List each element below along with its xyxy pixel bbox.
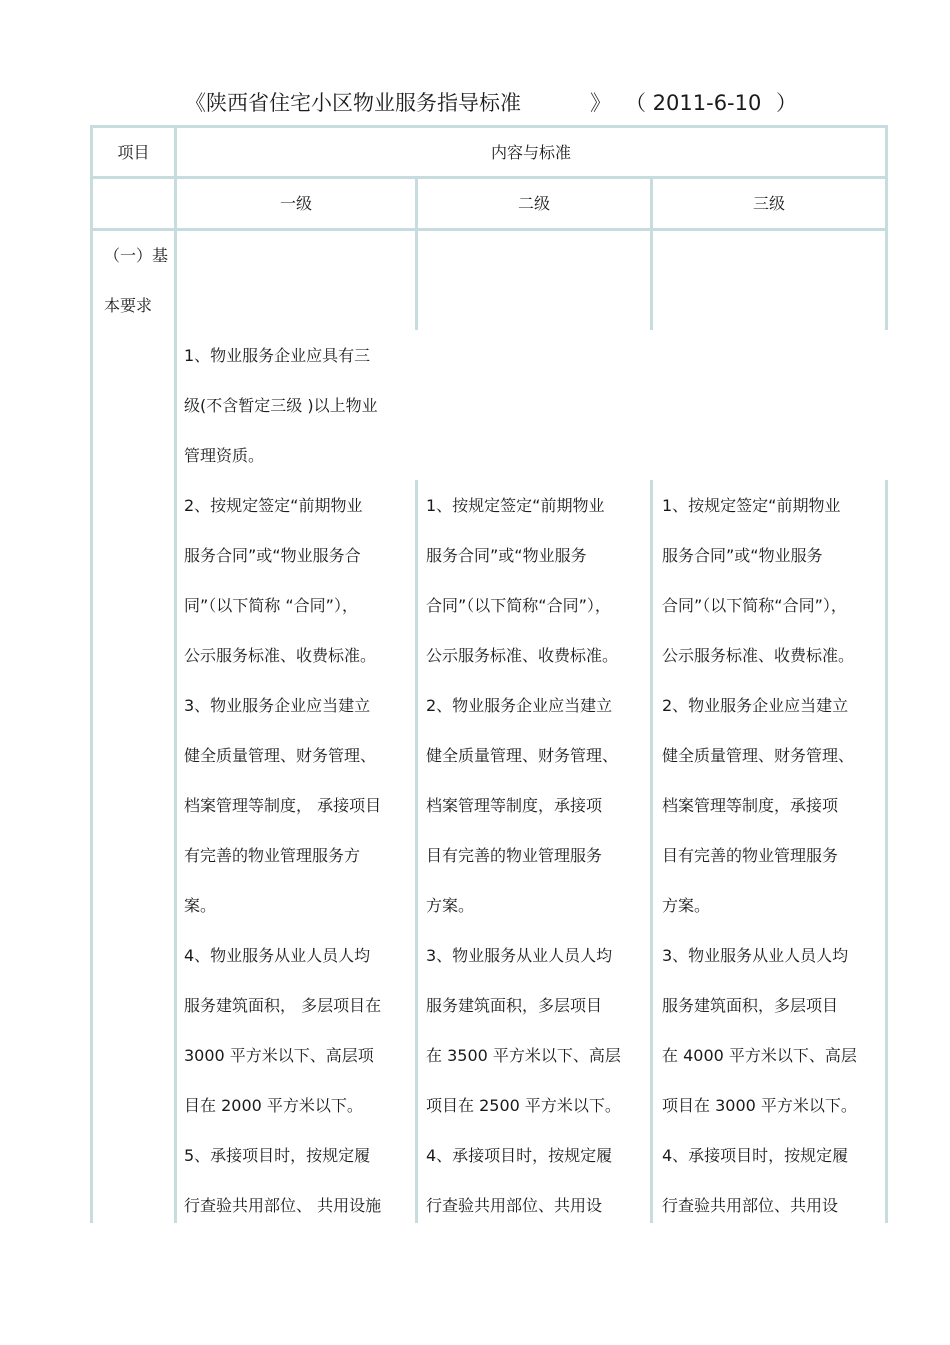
table-rule-right-top: [885, 125, 888, 330]
title-part-1: 《陕西省住宅小区物业服务指导标准: [185, 91, 521, 115]
header-project: 项目: [117, 143, 150, 162]
text-line: 方案。: [426, 896, 475, 915]
header-content: 内容与标准: [490, 143, 571, 162]
text-line: 2、按规定签定“前期物业: [184, 496, 363, 515]
text-line: 3000 平方米以下、高层项: [184, 1046, 374, 1065]
text-line: 合同”（以下简称“合同”），: [426, 596, 611, 615]
text-line: 行查验共用部位、 共用设施: [184, 1196, 382, 1215]
text-line: 3、物业服务企业应当建立: [184, 696, 371, 715]
text-line: 行查验共用部位、共用设: [662, 1196, 839, 1215]
header-level-3: 三级: [752, 194, 785, 213]
text-line: 5、承接项目时，按规定履: [184, 1146, 371, 1165]
text-line: 目有完善的物业管理服务: [662, 846, 839, 865]
text-line: 行查验共用部位、共用设: [426, 1196, 603, 1215]
text-line: 1、按规定签定“前期物业: [662, 496, 841, 515]
text-line: 服务合同”或“物业服务: [426, 546, 587, 565]
title-part-4: ）: [776, 91, 797, 115]
text-line: 健全质量管理、财务管理、: [426, 746, 619, 765]
text-line: 同”（以下简称 “合同”），: [184, 596, 358, 615]
text-line: 公示服务标准、收费标准。: [662, 646, 855, 665]
text-line: 在 3500 平方米以下、高层: [426, 1046, 621, 1065]
header-level-2: 二级: [517, 194, 550, 213]
text-line: 方案。: [662, 896, 711, 915]
level-3-content: [662, 481, 857, 1231]
text-line: 4、承接项目时，按规定履: [662, 1146, 849, 1165]
header-level-1: 一级: [279, 194, 312, 213]
text-line: 3、物业服务从业人员人均: [426, 946, 613, 965]
level-1-content: [184, 331, 381, 1231]
text-line: 健全质量管理、财务管理、: [662, 746, 855, 765]
section-label-line: 本要求: [104, 296, 153, 315]
table-rule-project: [174, 125, 177, 1223]
section-label-line: （一）基: [104, 246, 169, 265]
text-line: 档案管理等制度， 承接项目: [184, 796, 382, 815]
text-line: 项目在 3000 平方米以下。: [662, 1096, 857, 1115]
text-line: 健全质量管理、财务管理、: [184, 746, 377, 765]
text-line: 3、物业服务从业人员人均: [662, 946, 849, 965]
text-line: 项目在 2500 平方米以下。: [426, 1096, 621, 1115]
table-rule-right-bottom: [885, 480, 888, 1223]
text-line: 目有完善的物业管理服务: [426, 846, 603, 865]
table-rule-left: [90, 125, 93, 1223]
level-2-content: [426, 481, 621, 1231]
text-line: 4、物业服务从业人员人均: [184, 946, 371, 965]
text-line: 2、物业服务企业应当建立: [662, 696, 849, 715]
text-line: 1、物业服务企业应具有三: [184, 346, 371, 365]
table-rule-col2-bottom: [415, 480, 418, 1223]
text-line: 档案管理等制度，承接项: [662, 796, 839, 815]
text-line: 管理资质。: [184, 446, 265, 465]
text-line: 服务建筑面积， 多层项目在: [184, 996, 382, 1015]
text-line: 案。: [184, 896, 217, 915]
title-part-3: （ 2011-6-10: [625, 91, 762, 115]
text-line: 服务合同”或“物业服务: [662, 546, 823, 565]
text-line: 有完善的物业管理服务方: [184, 846, 361, 865]
text-line: 服务建筑面积，多层项目: [662, 996, 839, 1015]
text-line: 公示服务标准、收费标准。: [184, 646, 377, 665]
text-line: 目在 2000 平方米以下。: [184, 1096, 363, 1115]
text-line: 级(不含暂定三级 )以上物业: [184, 396, 378, 415]
text-line: 服务建筑面积，多层项目: [426, 996, 603, 1015]
text-line: 1、按规定签定“前期物业: [426, 496, 605, 515]
table-rule-col3-bottom: [650, 480, 653, 1223]
text-line: 在 4000 平方米以下、高层: [662, 1046, 857, 1065]
text-line: 合同”（以下简称“合同”），: [662, 596, 847, 615]
text-line: 4、承接项目时，按规定履: [426, 1146, 613, 1165]
text-line: 服务合同”或“物业服务合: [184, 546, 361, 565]
text-line: 2、物业服务企业应当建立: [426, 696, 613, 715]
section-label: [104, 231, 168, 331]
text-line: 档案管理等制度，承接项: [426, 796, 603, 815]
text-line: 公示服务标准、收费标准。: [426, 646, 619, 665]
title-part-2: 》: [590, 91, 611, 115]
